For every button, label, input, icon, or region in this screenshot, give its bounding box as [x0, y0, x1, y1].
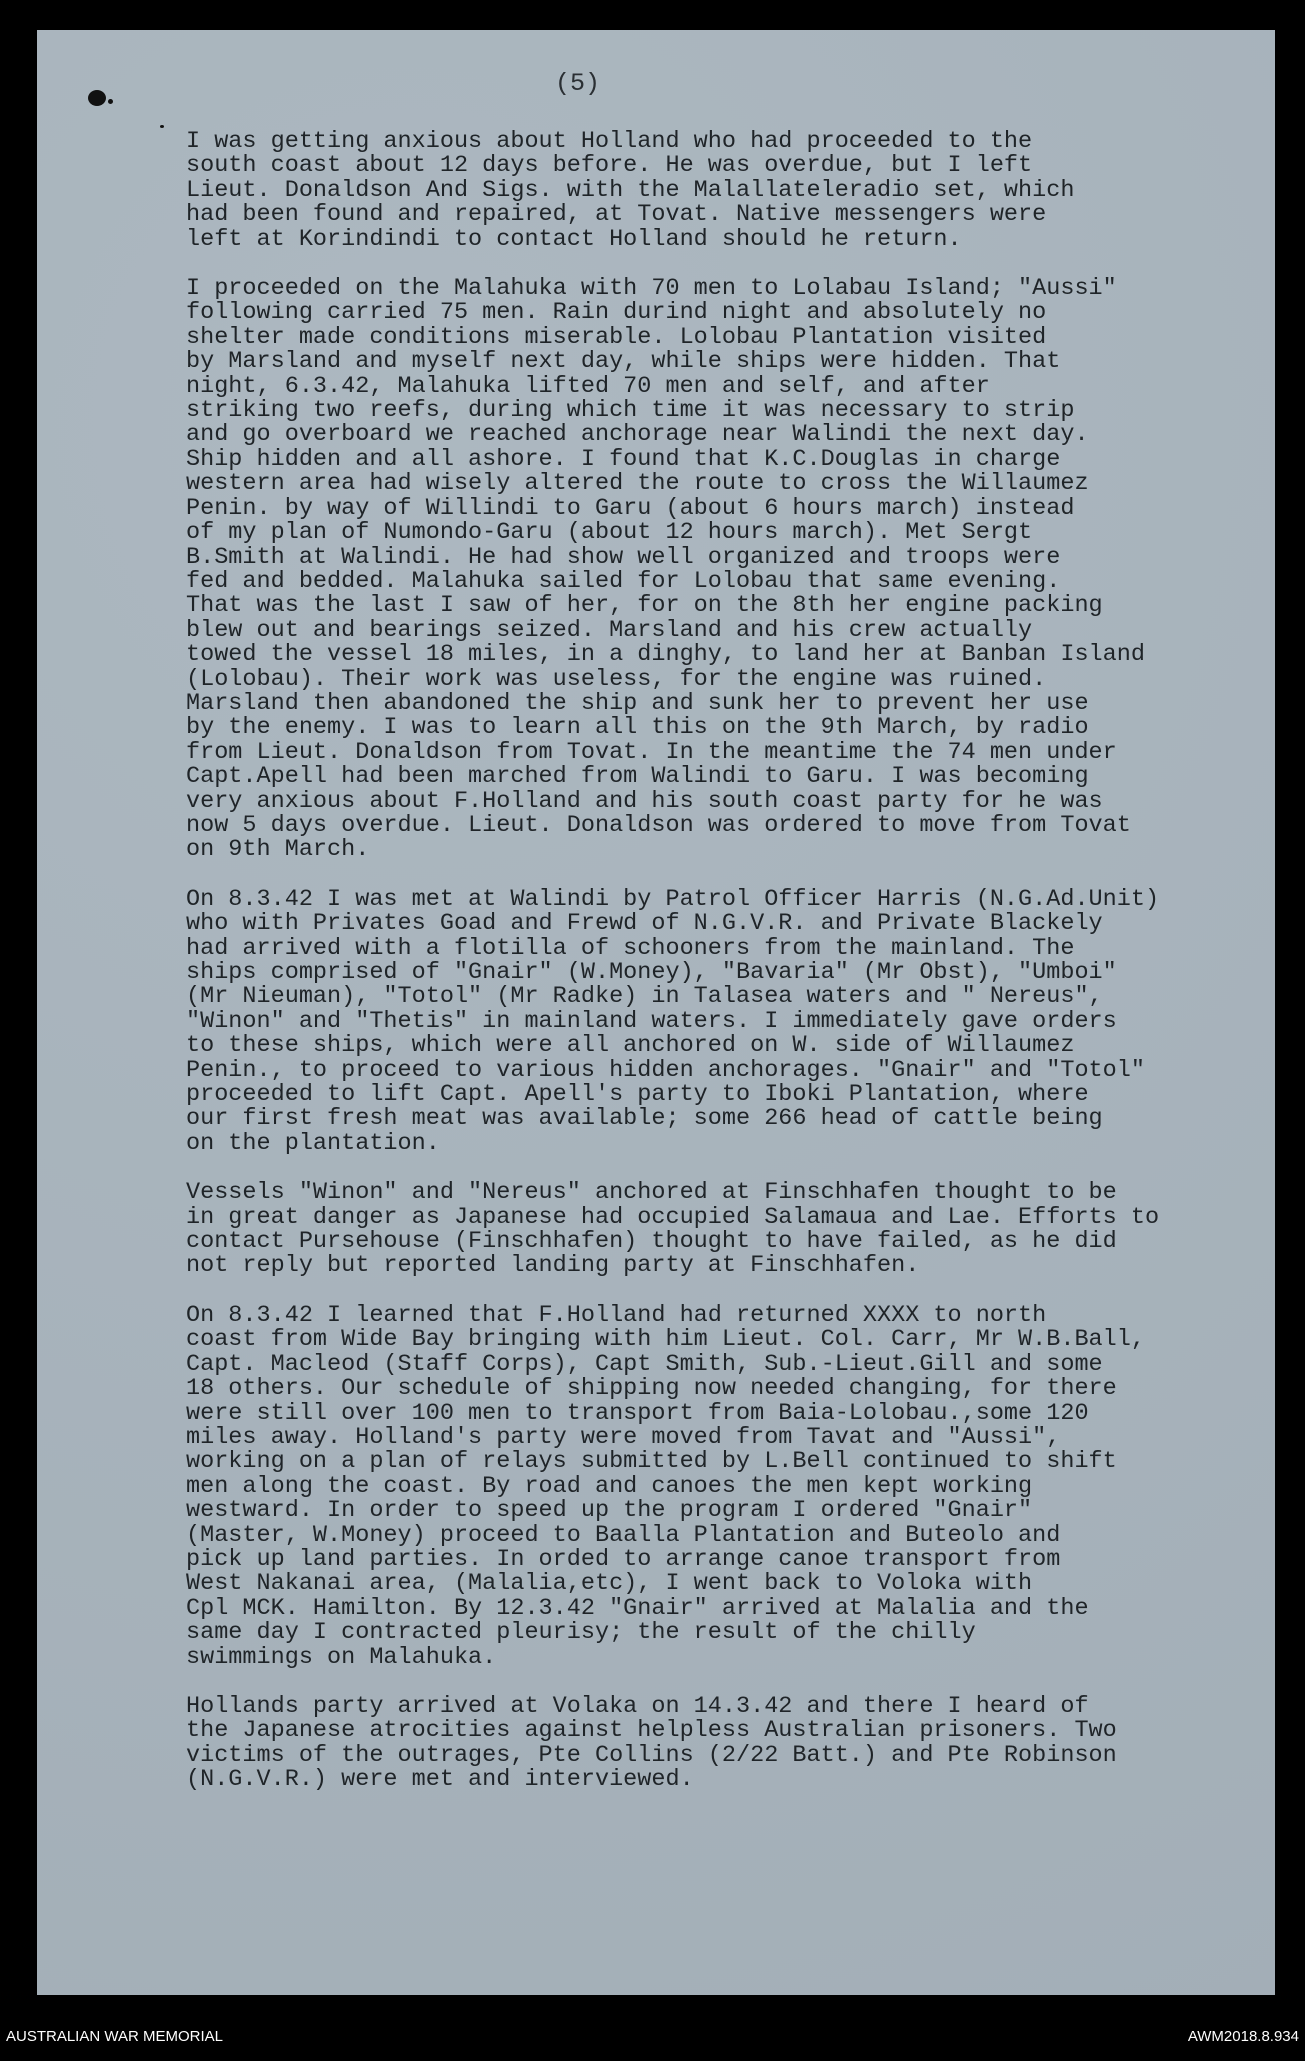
ink-speck — [108, 99, 113, 104]
footer-institution: AUSTRALIAN WAR MEMORIAL — [6, 2028, 223, 2045]
paragraph: On 8.3.42 I learned that F.Holland had returned XXXX to north coast from Wide Bay bringing with him Lieut. Col. Carr, Mr W.B.Ball, Capt. Macleod (Staff Corps), Capt Smith, Sub.-Lieut.Gill and some 18 others. Our schedule of shipping now needed changing, for there were still over 100 men to transport from Baia-Lolobau.,some 120 miles away. Holland's party were moved from Tavat and "Aussi", working on a plan of relays submitted by L.Bell continued to shift men along the coast. By road and canoes the men kept working westward. In order to speed up the program I ordered "Gnair" (Master, W.Money) proceed to Baalla Plantation and Buteolo and pick up land parties. In orded to arrange canoe transport from West Nakanai area, (Malalia,etc), I went back to Voloka with Cpl MCK. Hamilton. By 12.3.42 "Gnair" arrived at Malalia and the same day I contracted pleurisy; the result of the chilly swimmings on Malahuka. — [186, 1301, 1145, 1671]
page-number: (5) — [555, 69, 601, 98]
typed-text-body — [186, 130, 1246, 1818]
paragraph: Vessels "Winon" and "Nereus" anchored at Finschhafen thought to be in great danger as Japanese had occupied Salamaua and Lae. Efforts to contact Pursehouse (Finschhafen) thought to have failed, as he did not reply but reported landing party at Finschhafen. — [186, 1179, 1160, 1280]
ink-speck — [160, 125, 164, 128]
ink-blot — [88, 90, 106, 106]
paragraph: On 8.3.42 I was met at Walindi by Patrol Officer Harris (N.G.Ad.Unit) who with Privates Goad and Frewd of N.G.V.R. and Private Blackely had arrived with a flotilla of schooners from the mainland. The ships comprised of "Gnair" (W.Money), "Bavaria" (Mr Obst), "Umboi" (Mr Nieuman), "Totol" (Mr Radke) in Talasea waters and " Nereus", "Winon" and "Thetis" in mainland waters. I immediately gave orders to these ships, which were all anchored on W. side of Willaumez Penin., to proceed to various hidden anchorages. "Gnair" and "Totol" proceeded to lift Capt. Apell's party to Iboki Plantation, where our first fresh meat was available; some 266 head of cattle being on the plantation. — [186, 885, 1160, 1157]
paragraph: Hollands party arrived at Volaka on 14.3.42 and there I heard of the Japanese atrocities against helpless Australian prisoners. Two victims of the outrages, Pte Collins (2/22 Batt.) and Pte Robinson (N.G.V.R.) were met and interviewed. — [186, 1692, 1117, 1794]
footer-accession-number: AWM2018.8.934 — [1187, 2028, 1299, 2045]
paragraph: I proceeded on the Malahuka with 70 men to Lolabau Island; "Aussi" following carried 75 men. Rain durind night and absolutely no shelter made conditions miserable. Lolobau Plantation visited by Marsland and myself next day, while ships were hidden. That night, 6.3.42, Malahuka lifted 70 men and self, and after striking two reefs, during which time it was necessary to strip and go overboard we reached anchorage near Walindi the next day. Ship hidden and all ashore. I found that K.C.Douglas in charge western area had wisely altered the route to cross the Willaumez Penin. by way of Willindi to Garu (about 6 hours march) instead of my plan of Numondo-Garu (about 12 hours march). Met Sergt B.Smith at Walindi. He had show well organized and troops were fed and bedded. Malahuka sailed for Lolobau that same evening. That was the last I saw of her, for on the 8th her engine packing blew out and bearings seized. Marsland and his crew actually towed the vessel 18 miles, in a dinghy, to land her at Banban Island (Lolobau). Their work was useless, for the engine was ruined. Marsland then abandoned the ship and sunk her to prevent her use by the enemy. I was to learn all this on the 9th March, by radio from Lieut. Donaldson from Tovat. In the meantime the 74 men under Capt.Apell had been marched from Walindi to Garu. I was becoming very anxious about F.Holland and his south coast party for he was now 5 days overdue. Lieut. Donaldson was ordered to move from Tovat on 9th March. — [186, 275, 1145, 864]
paragraph: I was getting anxious about Holland who had proceeded to the south coast about 12 days before. He was overdue, but I left Lieut. Donaldson And Sigs. with the Malallateleradio set, which had been found and repaired, at Tovat. Native messengers were left at Korindindi to contact Holland should he return. — [186, 128, 1075, 253]
